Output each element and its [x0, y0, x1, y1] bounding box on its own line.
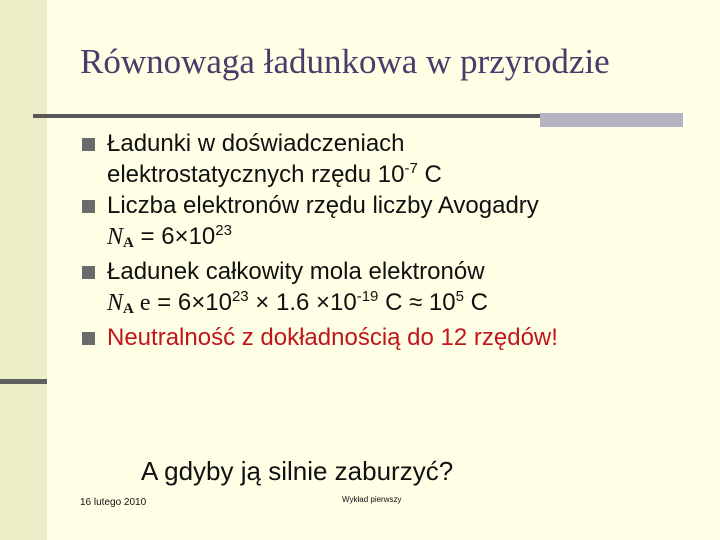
- exponent: -19: [356, 288, 379, 305]
- exponent: 23: [215, 222, 232, 239]
- bullet-item-mole-charge: [80, 256, 700, 322]
- title-underline-accent: [540, 113, 683, 127]
- bullet-item-charges: [80, 128, 700, 190]
- avogadro-symbol: N: [107, 290, 124, 316]
- bullet-line: [107, 221, 700, 256]
- electron-symbol: e: [133, 290, 151, 316]
- closing-question: A gdyby ją silnie zaburzyć?: [141, 456, 454, 486]
- square-bullet-icon: [82, 332, 95, 345]
- avogadro-subscript: A: [123, 235, 134, 251]
- footer-lecture-label: Wykład pierwszy: [342, 495, 402, 504]
- square-bullet-icon: [82, 200, 95, 213]
- bullet-line: [107, 287, 700, 322]
- equation-text: C ≈ 10: [378, 289, 456, 316]
- bullet-line: Liczba elektronów rzędu liczby Avogadry: [107, 192, 539, 219]
- equation-text: = 6×10: [150, 289, 232, 316]
- bullet-line: Ładunki w doświadczeniach: [107, 130, 405, 157]
- bullet-list: [80, 128, 700, 353]
- square-bullet-icon: [82, 266, 95, 279]
- left-band-marker: [0, 379, 47, 384]
- unit-text: C: [463, 289, 488, 316]
- bullet-text: elektrostatycznych rzędu 10: [107, 161, 405, 188]
- unit-text: C: [417, 161, 442, 188]
- bullet-line: [107, 159, 700, 190]
- bullet-item-avogadro: [80, 190, 700, 256]
- equation-text: = 6×10: [133, 223, 216, 250]
- bullet-item-neutrality: [80, 322, 700, 353]
- exponent: 23: [231, 288, 249, 305]
- left-decorative-band: [0, 0, 47, 540]
- bullet-line: Ładunek całkowity mola elektronów: [107, 258, 485, 285]
- avogadro-subscript: A: [123, 301, 134, 317]
- exponent: -7: [404, 160, 418, 177]
- exponent: 5: [455, 288, 464, 305]
- square-bullet-icon: [82, 138, 95, 151]
- bullet-line-highlight: Neutralność z dokładnością do 12 rzędów!: [107, 324, 558, 351]
- footer-date: 16 lutego 2010: [80, 497, 147, 508]
- avogadro-symbol: N: [107, 224, 124, 250]
- slide-title: Równowaga ładunkowa w przyrodzie: [80, 42, 610, 81]
- equation-text: × 1.6 ×10: [248, 289, 357, 316]
